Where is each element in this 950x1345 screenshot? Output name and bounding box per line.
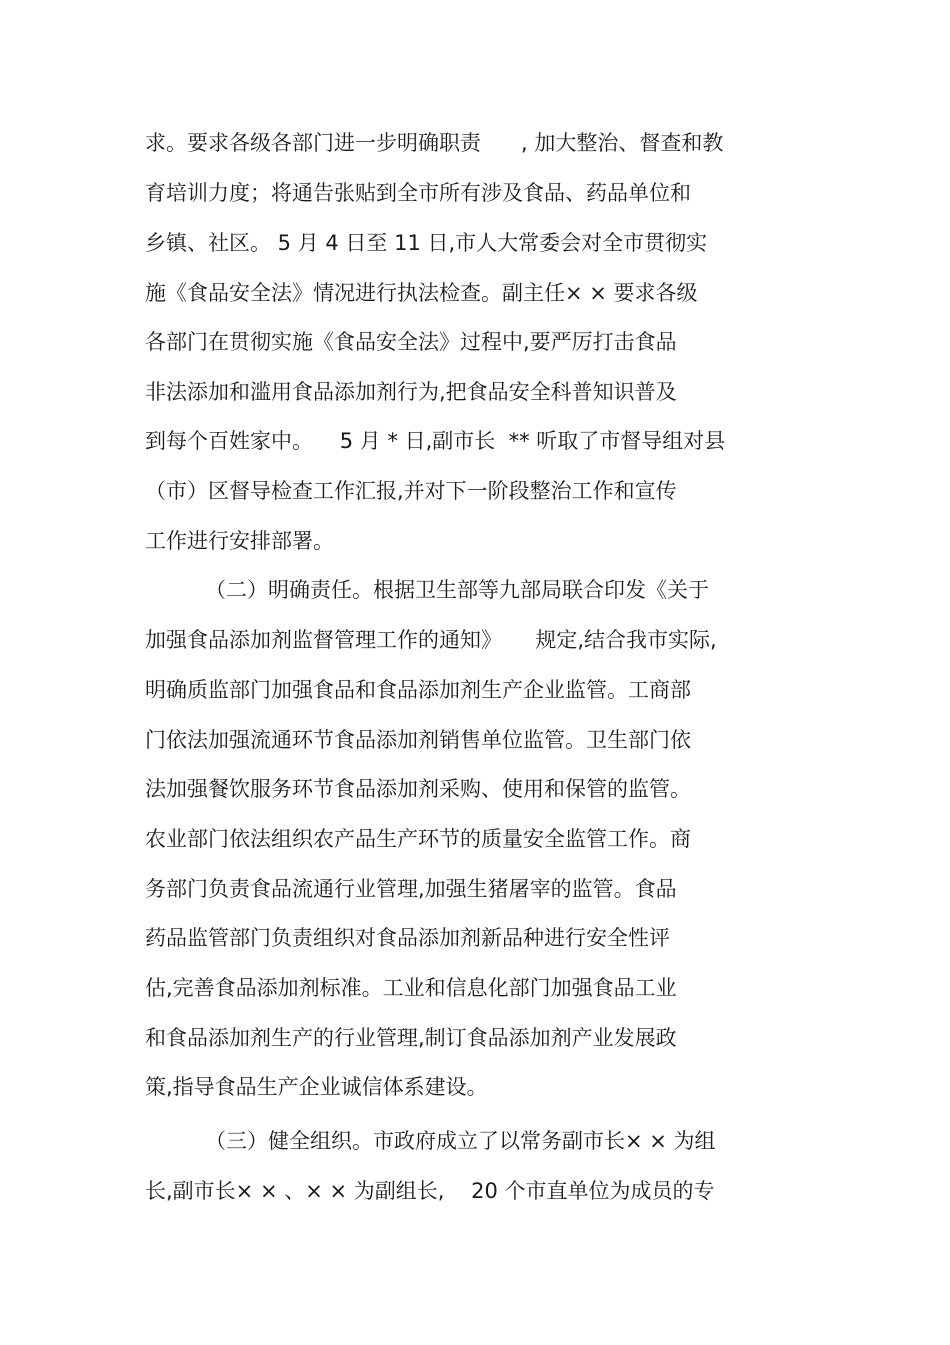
text-line: 药品监管部门负责组织对食品添加剂新品种进行安全性评 [145,926,670,950]
text-line: 明确质监部门加强食品和食品添加剂生产企业监管。工商部 [145,678,691,702]
text-line: 估,完善食品添加剂标准。工业和信息化部门加强食品工业 [145,976,677,1000]
text-line: 育培训力度；将通告张贴到全市所有涉及食品、药品单位和 [145,181,691,205]
text-line: 非法添加和滥用食品添加剂行为,把食品安全科普知识普及 [145,380,677,404]
text-line: 策,指导食品生产企业诚信体系建设。 [145,1075,488,1099]
text-line: 求。要求各级各部门进一步明确职责 , 加大整治、督查和教 [145,131,724,155]
text-line: （市）区督导检查工作汇报,并对下一阶段整治工作和宣传 [145,479,677,503]
text-line: 工作进行安排部署。 [145,529,334,553]
text-line: 各部门在贯彻实施《食品安全法》过程中,要严厉打击食品 [145,330,677,354]
text-line: 施《食品安全法》情况进行执法检查。副主任× × 要求各级 [145,281,698,305]
text-line: （三）健全组织。市政府成立了以常务副市长× × 为组 [205,1129,716,1153]
text-line: 到每个百姓家中。 5 月 * 日,副市长 ** 听取了市督导组对县 [145,429,726,453]
text-line: 长,副市长× × 、× × 为副组长, 20 个市直单位为成员的专 [145,1179,715,1203]
text-line: 乡镇、社区。 5 月 4 日至 11 日,市人大常委会对全市贯彻实 [145,231,708,255]
text-line: （二）明确责任。根据卫生部等九部局联合印发《关于 [205,578,709,602]
text-line: 加强食品添加剂监督管理工作的通知》 规定,结合我市实际, [145,628,717,652]
text-line: 务部门负责食品流通行业管理,加强生猪屠宰的监管。食品 [145,877,677,901]
text-line: 法加强餐饮服务环节食品添加剂采购、使用和保管的监管。 [145,777,691,801]
text-line: 和食品添加剂生产的行业管理,制订食品添加剂产业发展政 [145,1026,677,1050]
text-line: 农业部门依法组织农产品生产环节的质量安全监管工作。商 [145,827,691,851]
text-line: 门依法加强流通环节食品添加剂销售单位监管。卫生部门依 [145,728,691,752]
